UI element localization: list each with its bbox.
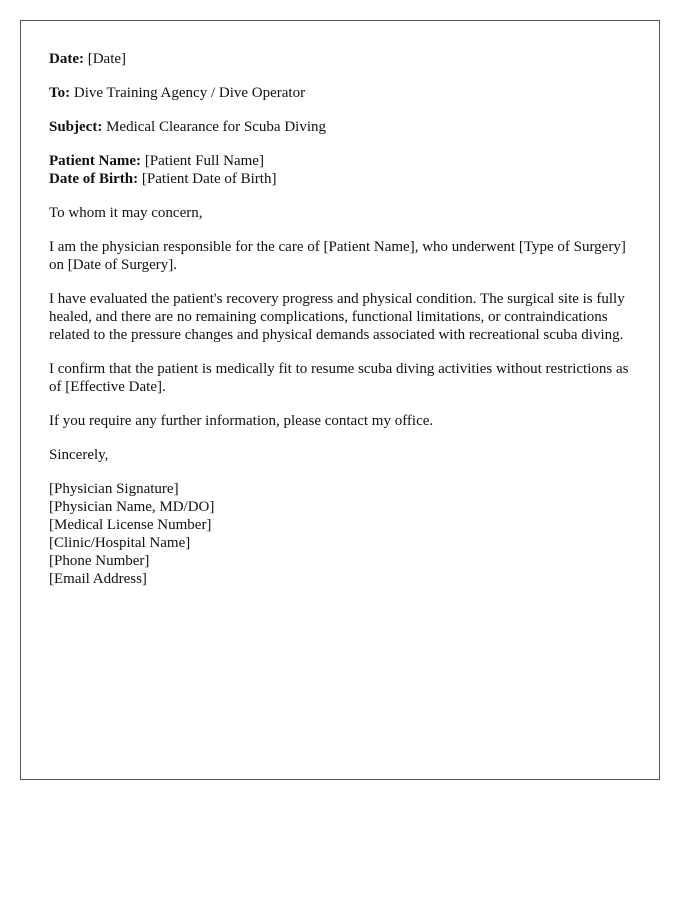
clinic-name: [Clinic/Hospital Name] xyxy=(49,535,191,551)
dob-label: Date of Birth: xyxy=(49,171,139,187)
email-address: [Email Address] xyxy=(49,571,147,587)
dob-value: [Patient Date of Birth] xyxy=(141,171,277,187)
recipient-line xyxy=(49,84,631,102)
paragraph-surgery: I am the physician responsible for the care of [Patient Name], who underwent [Type of Surgery] on [Date of Surgery]. xyxy=(49,239,626,273)
letter-page xyxy=(20,20,660,780)
license-number: [Medical License Number] xyxy=(49,517,212,533)
dob-line xyxy=(49,170,631,188)
recipient-value: Dive Training Agency / Dive Operator xyxy=(73,85,306,101)
recipient-label: To: xyxy=(49,85,71,101)
signature-block xyxy=(49,480,631,588)
physician-name: [Physician Name, MD/DO] xyxy=(49,499,215,515)
patient-name-value: [Patient Full Name] xyxy=(144,153,264,169)
closing: Sincerely, xyxy=(49,447,109,463)
patient-info xyxy=(49,152,631,188)
salutation: To whom it may concern, xyxy=(49,205,203,221)
phone-number: [Phone Number] xyxy=(49,553,150,569)
paragraph-clearance: I confirm that the patient is medically fit to resume scuba diving activities without restrictions as of [Effective Date]. xyxy=(49,361,629,395)
subject-label: Subject: xyxy=(49,119,103,135)
patient-name-line xyxy=(49,152,631,170)
subject-value: Medical Clearance for Scuba Diving xyxy=(106,119,326,135)
paragraph-contact: If you require any further information, please contact my office. xyxy=(49,413,434,429)
paragraph-evaluation: I have evaluated the patient's recovery progress and physical condition. The surgical site is fully healed, and there are no remaining complications, functional limitations, or contraindications related to the pressure changes and physical demands associated with recreational scuba diving. xyxy=(49,291,625,343)
subject-line xyxy=(49,118,631,136)
date-line xyxy=(49,50,631,68)
date-label: Date: xyxy=(49,51,84,67)
physician-signature: [Physician Signature] xyxy=(49,481,179,497)
date-value: [Date] xyxy=(87,51,127,67)
patient-name-label: Patient Name: xyxy=(49,153,142,169)
